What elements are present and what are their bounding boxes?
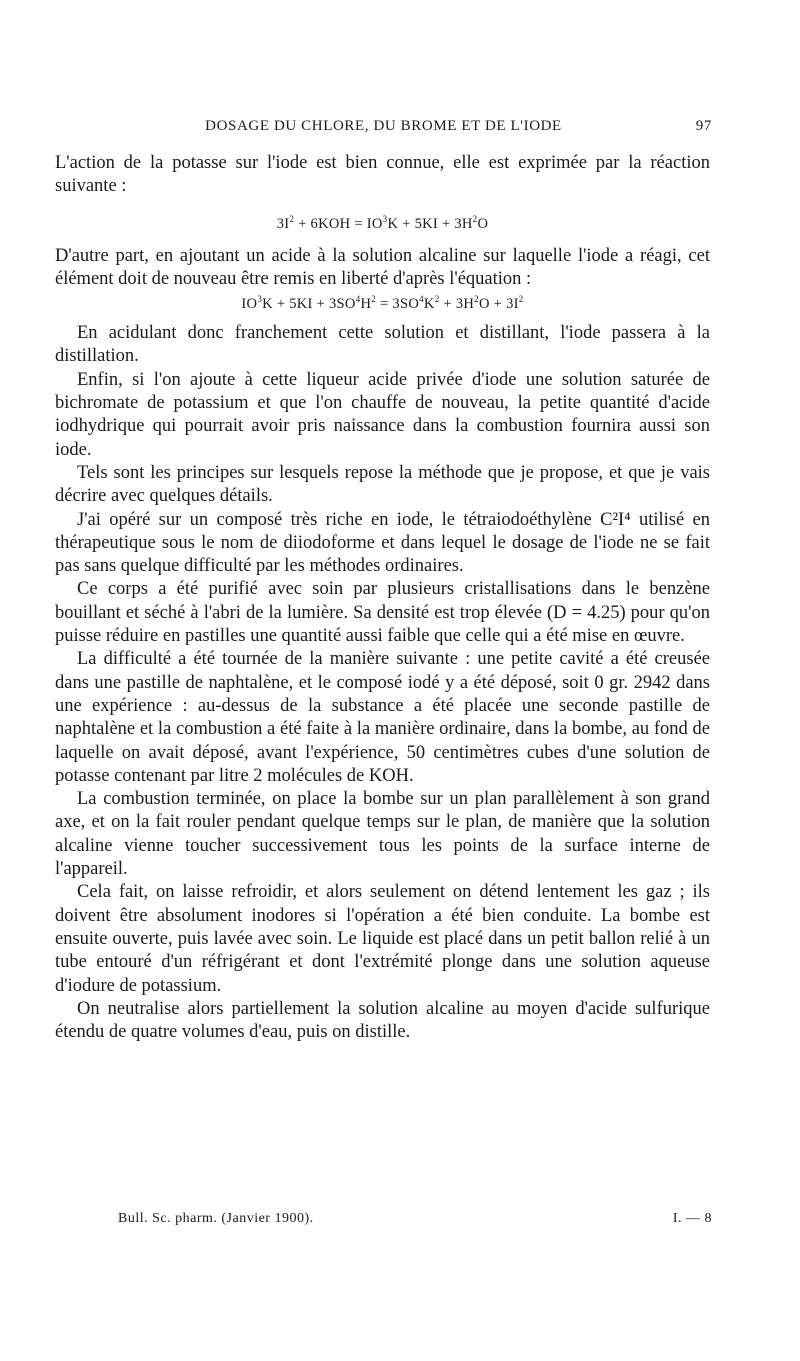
running-header xyxy=(55,118,712,138)
paragraph-10: Cela fait, on laisse refroidir, et alors seulement on détend lentement les gaz ; ils doivent être absolument inodores si l'opération a été bien conduite. La bombe est ensuite ouverte, puis lavée avec soin. Le liquide est placé dans un petit ballon relié à un tube entouré d'un réfrigérant et dont l'extrémité plonge dans une solution aqueuse d'iodure de potassium. xyxy=(55,882,710,996)
journal-citation: Bull. Sc. pharm. (Janvier 1900). xyxy=(118,1211,314,1226)
signature-mark: I. — 8 xyxy=(672,1211,712,1226)
paragraph-4: Enfin, si l'on ajoute à cette liqueur acide privée d'iode une solution saturée de bichromate de potassium et que l'on chauffe de nouveau, la petite quantité d'acide iodhydrique qui pourrait avoir pris naissance dans la combustion fournira aussi son iode. xyxy=(55,369,710,460)
paragraph-3: En acidulant donc franchement cette solution et distillant, l'iode passera à la distillation. xyxy=(55,323,710,367)
paragraph-11: On neutralise alors partiellement la solution alcaline au moyen d'acide sulfurique étendu de quatre volumes d'eau, puis on distille. xyxy=(55,998,710,1043)
paragraph-7: Ce corps a été purifié avec soin par plusieurs cristallisations dans le benzène bouillant et séché à l'abri de la lumière. Sa densité est trop élevée (D = 4.25) pour qu'on puisse réduire en pastilles une quantité aussi faible que celle qui a été mise en œuvre. xyxy=(55,579,710,647)
equation-2: $IO^3K + 5KI + 3SO^4H^2 = 3SO^4K^2 + 3H^2O + 3I^2$ xyxy=(241,294,524,313)
page-footer xyxy=(78,1211,712,1231)
paragraph-6: J'ai opéré sur un composé très riche en iode, le tétraiodoéthylène C²I⁴ utilisé en thérapeutique sous le nom de diiodoforme et dans lequel le dosage de l'iode ne se fait pas sans quelque difficulté par les méthodes ordinaires. xyxy=(55,509,710,577)
running-title: DOSAGE DU CHLORE, DU BROME ET DE L'IODE xyxy=(205,118,562,134)
paragraph-2: D'autre part, en ajoutant un acide à la solution alcaline sur laquelle l'iode a réagi, cet élément doit de nouveau être remis en liberté d'après l'équation : xyxy=(55,245,710,289)
page-number: 97 xyxy=(695,118,712,134)
paragraph-5: Tels sont les principes sur lesquels repose la méthode que je propose, et que je vais décrire avec quelques détails. xyxy=(55,462,710,507)
body-text xyxy=(55,152,710,1044)
paragraph-9: La combustion terminée, on place la bombe sur un plan parallèlement à son grand axe, et on la fait rouler pendant quelque temps sur le plan, de manière que la solution alcaline vienne toucher successivement tous les points de la surface interne de l'appareil. xyxy=(55,789,710,880)
equation-1: $3I^2 + 6KOH = IO^3K + 5KI + 3H^2O$ xyxy=(276,213,489,232)
paragraph-8: La difficulté a été tournée de la manière suivante : une petite cavité a été creusée dans une pastille de naphtalène, et le composé iodé y a été déposé, soit 0 gr. 2942 dans une expérience : au-dessus de la substance a été placée une seconde pastille de naphtalène et la combustion a été faite à la manière ordinaire, dans la bombe, au fond de laquelle on avait déposé, avant l'expérience, 50 centimètres cubes d'une solution de potasse contenant par litre 2 molécules de KOH. xyxy=(55,649,710,786)
paragraph-1: L'action de la potasse sur l'iode est bien connue, elle est exprimée par la réaction suivante : xyxy=(55,153,710,197)
